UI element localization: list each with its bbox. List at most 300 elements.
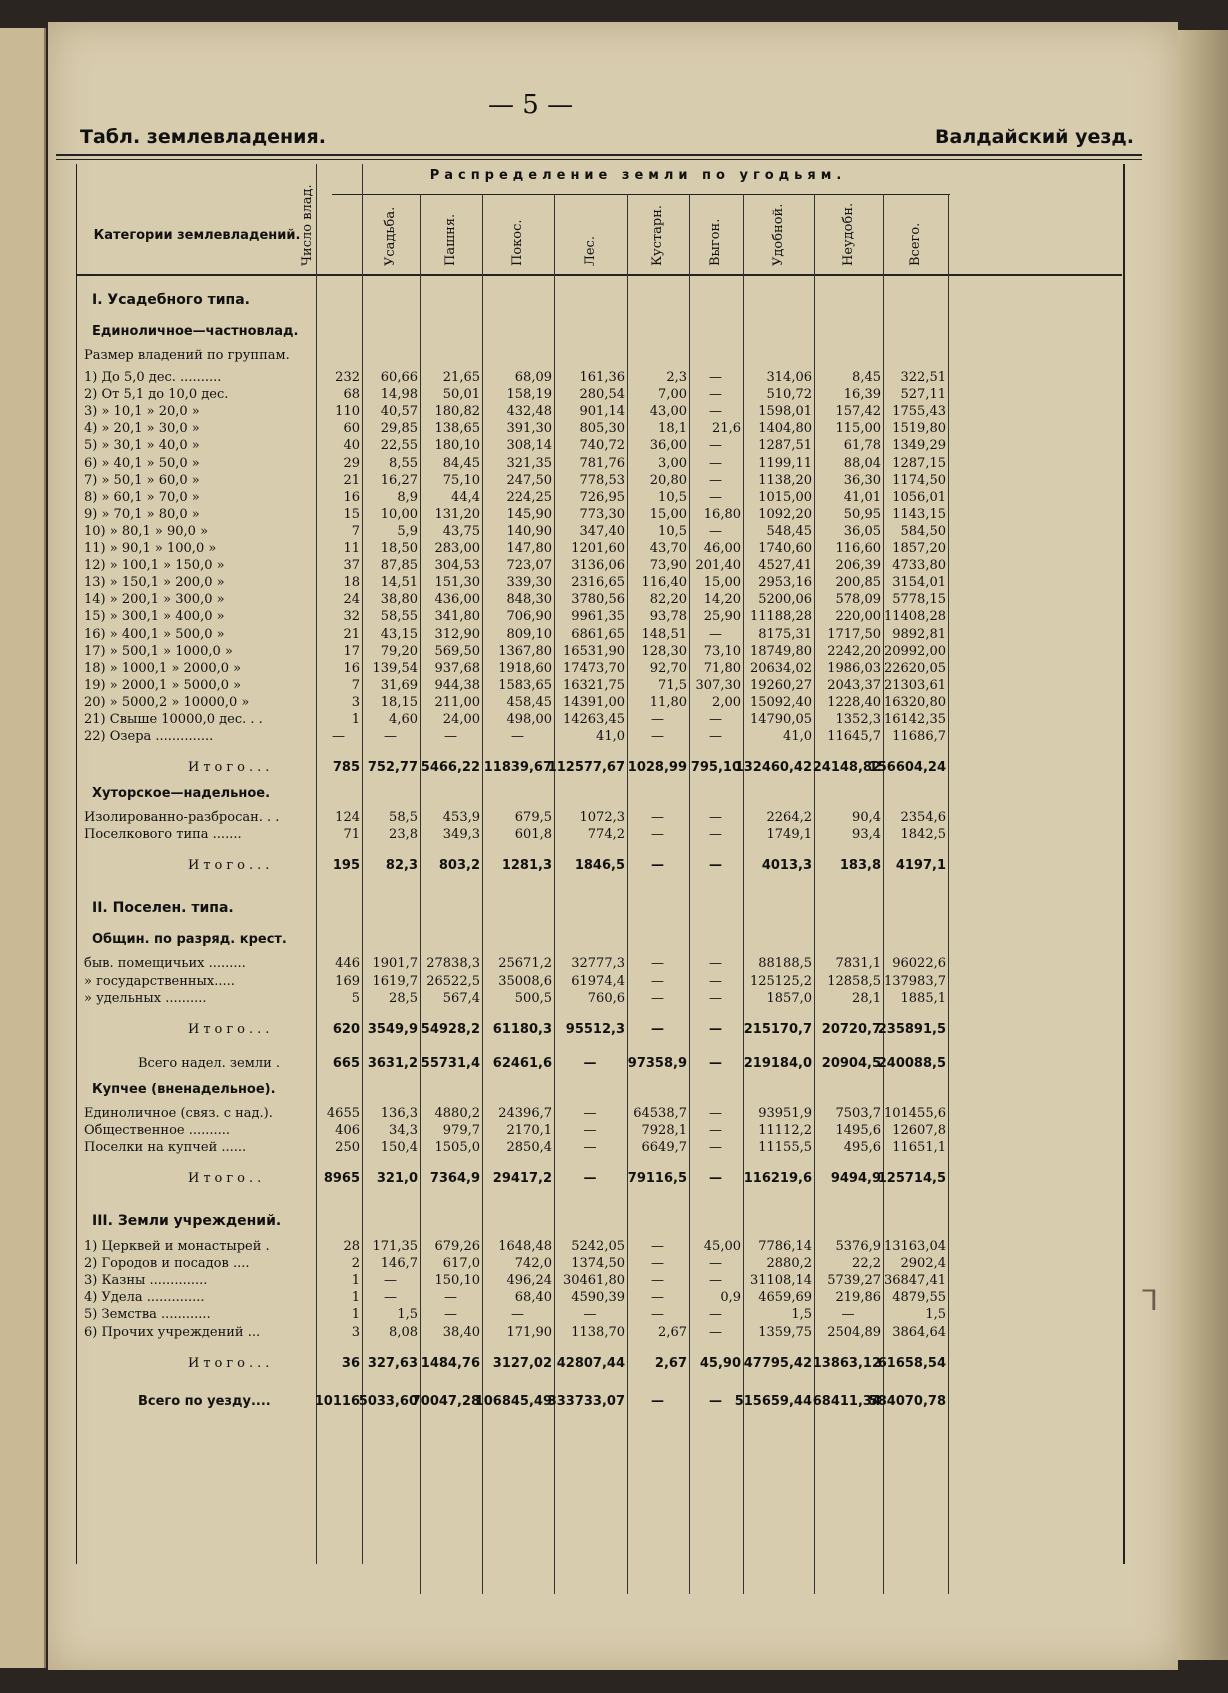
- table-cell: 1505,0: [434, 1139, 480, 1155]
- table-cell: 5466,22: [420, 760, 480, 776]
- table-cell: 2043,37: [827, 677, 881, 693]
- row-label: 14) » 200,1 » 300,0 »: [84, 592, 225, 608]
- table-row: [78, 1123, 1124, 1139]
- table-cell: —: [709, 489, 722, 505]
- table-cell: 150,10: [434, 1273, 480, 1289]
- document-page: [48, 22, 1178, 1670]
- table-cell: 68,40: [514, 1290, 552, 1306]
- count-column-header: Число влад.: [300, 184, 315, 266]
- table-cell: 4197,1: [895, 858, 946, 874]
- table-cell: 21: [343, 626, 360, 642]
- table-cell: 84,45: [442, 455, 480, 471]
- table-cell: 29: [343, 455, 360, 471]
- table-row: [78, 1056, 1124, 1072]
- table-cell: 183,8: [839, 858, 881, 874]
- table-cell: 809,10: [506, 626, 552, 642]
- table-cell: 125125,2: [749, 973, 812, 989]
- table-cell: 1986,03: [827, 660, 881, 676]
- table-cell: 2880,2: [766, 1256, 812, 1272]
- table-cell: 11839,67: [483, 760, 552, 776]
- table-row: [78, 712, 1124, 728]
- table-cell: 3780,56: [571, 592, 625, 608]
- table-cell: 41,01: [843, 489, 881, 505]
- table-cell: 58,55: [380, 609, 418, 625]
- table-cell: 35008,6: [498, 973, 552, 989]
- table-cell: 312,90: [434, 626, 480, 642]
- table-cell: 742,0: [514, 1256, 552, 1272]
- table-cell: 92,70: [649, 660, 687, 676]
- table-cell: 1519,80: [892, 421, 946, 437]
- table-cell: 40: [343, 438, 360, 454]
- table-cell: 47795,42: [743, 1355, 812, 1371]
- table-cell: 43,15: [380, 626, 418, 642]
- table-row: [78, 956, 1124, 972]
- table-cell: 23,8: [389, 827, 418, 843]
- table-cell: —: [651, 827, 664, 843]
- table-cell: 7364,9: [429, 1171, 480, 1186]
- table-cell: —: [709, 455, 722, 471]
- table-cell: 14,51: [380, 575, 418, 591]
- table-cell: 11188,28: [749, 609, 812, 625]
- table-cell: 1092,20: [758, 506, 812, 522]
- table-cell: 391,30: [506, 421, 552, 437]
- table-cell: 16,80: [703, 506, 741, 522]
- table-cell: 1199,11: [758, 455, 812, 471]
- table-cell: 93,78: [649, 609, 687, 625]
- table-cell: —: [709, 1055, 722, 1071]
- table-cell: 215170,7: [743, 1021, 812, 1037]
- table-cell: 136,3: [380, 1105, 418, 1121]
- table-cell: 15,00: [703, 575, 741, 591]
- table-cell: 21: [343, 472, 360, 488]
- table-cell: 82,3: [385, 858, 418, 874]
- table-cell: 61,78: [843, 438, 881, 454]
- table-cell: 341,80: [434, 609, 480, 625]
- table-cell: 169: [335, 973, 360, 989]
- distribution-divider: [332, 194, 950, 195]
- table-cell: —: [709, 1273, 722, 1289]
- table-cell: 726,95: [579, 489, 625, 505]
- table-cell: 1755,43: [892, 404, 946, 420]
- table-cell: —: [511, 729, 524, 745]
- table-cell: 50,01: [442, 387, 480, 403]
- table-cell: 16321,75: [562, 677, 625, 693]
- table-cell: 28: [343, 1239, 360, 1254]
- row-label: » государственных.....: [84, 973, 235, 989]
- row-label: 8) » 60,1 » 70,0 »: [84, 489, 200, 505]
- table-row: [78, 627, 1124, 643]
- table-row: [78, 1325, 1124, 1341]
- table-cell: 3549,9: [367, 1021, 418, 1037]
- table-cell: —: [651, 1307, 664, 1323]
- table-row: [78, 438, 1124, 454]
- table-cell: 128,30: [641, 643, 687, 659]
- table-cell: 13163,04: [883, 1239, 946, 1254]
- table-row: [78, 324, 1124, 340]
- table-cell: —: [651, 858, 664, 874]
- table-cell: 1281,3: [501, 858, 552, 874]
- table-cell: 31108,14: [749, 1273, 812, 1289]
- table-cell: 44,4: [451, 489, 480, 505]
- table-cell: 584,50: [900, 523, 946, 539]
- table-cell: —: [709, 1171, 722, 1186]
- table-cell: 11645,7: [827, 729, 881, 745]
- table-cell: 101455,6: [883, 1105, 946, 1121]
- table-cell: 138,65: [434, 421, 480, 437]
- table-row: [78, 558, 1124, 574]
- table-cell: 1648,48: [498, 1239, 552, 1254]
- table-cell: 12858,5: [827, 973, 881, 989]
- table-cell: 16: [343, 660, 360, 676]
- table-cell: 97358,9: [627, 1055, 687, 1071]
- table-cell: 50,95: [843, 506, 881, 522]
- table-cell: 4880,2: [434, 1105, 480, 1121]
- table-cell: 5778,15: [892, 592, 946, 608]
- table-cell: 1367,80: [498, 643, 552, 659]
- table-row: [78, 507, 1124, 523]
- table-cell: 495,6: [843, 1139, 881, 1155]
- table-cell: 937,68: [434, 660, 480, 676]
- table-cell: —: [444, 1307, 457, 1323]
- table-cell: 16: [343, 489, 360, 505]
- table-cell: 4659,69: [758, 1290, 812, 1306]
- table-cell: 8,55: [389, 455, 418, 471]
- table-cell: —: [651, 1290, 664, 1306]
- table-cell: 527,11: [900, 387, 946, 403]
- table-cell: 145,90: [506, 506, 552, 522]
- table-cell: 16320,80: [883, 694, 946, 710]
- table-cell: —: [651, 729, 664, 745]
- table-cell: 17: [343, 643, 360, 659]
- table-cell: 10,5: [658, 489, 687, 505]
- table-row: [78, 1273, 1124, 1289]
- row-label: Изолированно-разбросан. . .: [84, 810, 280, 826]
- table-cell: 36,05: [843, 523, 881, 539]
- table-cell: 32: [343, 609, 360, 625]
- table-row: [78, 1022, 1124, 1038]
- table-cell: —: [709, 370, 722, 385]
- table-cell: 1: [351, 1273, 360, 1289]
- row-label: 9) » 70,1 » 80,0 »: [84, 506, 200, 522]
- table-cell: 219,86: [835, 1290, 881, 1306]
- table-cell: —: [444, 1290, 457, 1306]
- table-cell: 1717,50: [827, 626, 881, 642]
- table-cell: 1857,0: [766, 990, 812, 1006]
- table-cell: —: [709, 858, 722, 874]
- table-cell: 247,50: [506, 472, 552, 488]
- table-cell: 36,30: [843, 472, 881, 488]
- table-cell: 30461,80: [562, 1273, 625, 1289]
- table-row: [78, 1307, 1124, 1323]
- table-cell: 29,85: [380, 421, 418, 437]
- row-label: 22) Озера ..............: [84, 729, 214, 745]
- table-cell: 1143,15: [892, 506, 946, 522]
- table-row: [78, 370, 1124, 386]
- table-row: [78, 575, 1124, 591]
- table-cell: 24: [343, 592, 360, 608]
- table-row: [78, 974, 1124, 990]
- table-cell: 43,70: [649, 541, 687, 556]
- table-cell: 11408,28: [883, 609, 946, 625]
- table-cell: 510,72: [766, 387, 812, 403]
- table-cell: 6649,7: [641, 1139, 687, 1155]
- table-cell: 79,20: [380, 643, 418, 659]
- table-cell: 3631,2: [367, 1055, 418, 1071]
- row-label: 17) » 500,1 » 1000,0 »: [84, 643, 233, 659]
- table-cell: 220,00: [835, 609, 881, 625]
- table-cell: 458,45: [506, 694, 552, 710]
- table-cell: —: [583, 1105, 597, 1121]
- table-cell: 87,85: [380, 558, 418, 574]
- table-cell: 496,24: [506, 1273, 552, 1289]
- table-cell: —: [709, 1307, 722, 1323]
- row-label: Итого...: [188, 1021, 274, 1037]
- row-label: 10) » 80,1 » 90,0 »: [84, 523, 209, 539]
- table-row: [78, 695, 1124, 711]
- table-cell: 137983,7: [883, 973, 946, 989]
- table-cell: 944,38: [434, 677, 480, 693]
- table-cell: 333733,07: [547, 1393, 625, 1409]
- table-cell: 406: [335, 1122, 360, 1138]
- table-cell: 235891,5: [877, 1021, 946, 1037]
- table-cell: 180,10: [434, 438, 480, 454]
- table-cell: 3: [351, 694, 360, 710]
- table-cell: —: [709, 973, 722, 989]
- row-label: 1) До 5,0 дес. ..........: [84, 370, 222, 385]
- table-cell: 1374,50: [571, 1256, 625, 1272]
- table-cell: 322,51: [900, 370, 946, 385]
- table-cell: 500,5: [514, 990, 552, 1006]
- table-cell: 93951,9: [758, 1105, 812, 1121]
- table-cell: 4527,41: [758, 558, 812, 574]
- table-cell: 132460,42: [734, 760, 812, 776]
- table-cell: —: [709, 827, 722, 843]
- table-cell: —: [709, 1324, 722, 1340]
- table-row: [78, 404, 1124, 420]
- table-cell: 1749,1: [766, 827, 812, 843]
- table-cell: 96022,6: [892, 956, 946, 972]
- table-cell: 1352,3: [835, 712, 881, 727]
- table-cell: —: [583, 1139, 597, 1155]
- table-cell: 1287,15: [892, 455, 946, 471]
- table-cell: 979,7: [442, 1122, 480, 1138]
- table-row: [78, 541, 1124, 557]
- table-row: [78, 827, 1124, 843]
- table-cell: 3,00: [658, 455, 687, 471]
- table-cell: 7503,7: [835, 1105, 881, 1121]
- row-label: Единоличное (связ. с над.).: [84, 1105, 273, 1121]
- table-cell: —: [651, 712, 664, 727]
- row-label: 11) » 90,1 » 100,0 »: [84, 541, 217, 556]
- table-row: [78, 490, 1124, 506]
- row-label: 21) Свыше 10000,0 дес. . .: [84, 712, 263, 727]
- table-cell: 2850,4: [506, 1139, 552, 1155]
- table-cell: 171,35: [372, 1239, 418, 1254]
- row-label: » удельных ..........: [84, 990, 207, 1006]
- table-cell: 21,65: [442, 370, 480, 385]
- table-row: [78, 858, 1124, 874]
- table-cell: —: [384, 729, 397, 745]
- table-cell: 158,19: [506, 387, 552, 403]
- table-cell: 224,25: [506, 489, 552, 505]
- table-row: [78, 1082, 1124, 1098]
- row-label: 4) » 20,1 » 30,0 »: [84, 421, 200, 437]
- row-label: быв. помещичьих .........: [84, 956, 246, 972]
- margin-mark: ᒣ: [1140, 1284, 1158, 1317]
- table-cell: 5242,05: [571, 1239, 625, 1254]
- table-cell: 88188,5: [758, 956, 812, 972]
- table-cell: 42807,44: [556, 1355, 625, 1371]
- column-header-7: Удобной.: [770, 203, 786, 266]
- table-cell: 314,06: [766, 370, 812, 385]
- table-cell: 14391,00: [562, 694, 625, 710]
- table-cell: 10116: [314, 1393, 360, 1409]
- table-cell: 752,77: [367, 760, 418, 776]
- table-cell: 7: [351, 677, 360, 693]
- table-cell: 1842,5: [900, 827, 946, 843]
- table-cell: 93,4: [852, 827, 881, 843]
- table-cell: 515659,44: [734, 1393, 812, 1409]
- table-cell: —: [709, 810, 722, 826]
- table-row: [78, 786, 1124, 802]
- table-cell: 848,30: [506, 592, 552, 608]
- table-cell: 773,30: [579, 506, 625, 522]
- table-row: [78, 473, 1124, 489]
- table-cell: 95512,3: [565, 1021, 625, 1037]
- table-cell: 41,0: [596, 729, 625, 745]
- table-cell: 5739,27: [827, 1273, 881, 1289]
- table-cell: 679,26: [434, 1239, 480, 1254]
- table-cell: 28,5: [389, 990, 418, 1006]
- table-cell: 180,82: [434, 404, 480, 420]
- table-cell: 7: [351, 523, 360, 539]
- table-cell: —: [709, 1122, 722, 1138]
- row-label: Итого..: [188, 1171, 266, 1186]
- table-cell: 1359,75: [758, 1324, 812, 1340]
- table-row: [78, 1394, 1124, 1410]
- table-cell: 3154,01: [892, 575, 946, 591]
- table-cell: 1,5: [791, 1307, 812, 1323]
- table-cell: 3127,02: [492, 1355, 552, 1371]
- table-cell: 11155,5: [758, 1139, 812, 1155]
- table-cell: 304,53: [434, 558, 480, 574]
- table-cell: 106845,49: [474, 1393, 552, 1409]
- table-row: [78, 1256, 1124, 1272]
- table-cell: 131,20: [434, 506, 480, 522]
- table-cell: 1619,7: [372, 973, 418, 989]
- table-cell: 5: [351, 990, 360, 1006]
- table-cell: 2: [351, 1256, 360, 1272]
- table-cell: 5,9: [397, 523, 418, 539]
- table-row: [78, 661, 1124, 677]
- table-cell: 4,60: [389, 712, 418, 727]
- table-cell: —: [709, 712, 722, 727]
- table-cell: 139,54: [372, 660, 418, 676]
- table-cell: 79116,5: [627, 1171, 687, 1186]
- table-row: [78, 760, 1124, 776]
- table-cell: 156604,24: [868, 760, 946, 776]
- table-cell: 16531,90: [562, 643, 625, 659]
- table-row: [78, 810, 1124, 826]
- table-row: [78, 456, 1124, 472]
- row-label: 2) Городов и посадов ....: [84, 1256, 250, 1272]
- table-cell: —: [841, 1307, 855, 1323]
- table-cell: 232: [335, 370, 360, 385]
- table-cell: 1846,5: [574, 858, 625, 874]
- table-cell: —: [651, 990, 664, 1006]
- table-cell: 38,40: [442, 1324, 480, 1340]
- table-cell: 40,57: [380, 404, 418, 420]
- table-cell: 16,39: [843, 387, 881, 403]
- row-label: Хуторское—надельное.: [92, 786, 271, 802]
- row-label: Итого...: [188, 858, 274, 874]
- table-row: [78, 1356, 1124, 1372]
- table-cell: 150,4: [380, 1139, 418, 1155]
- category-column-header: Категории землевладений.: [93, 228, 301, 243]
- table-cell: 16142,35: [883, 712, 946, 727]
- table-cell: 1918,60: [498, 660, 552, 676]
- table-cell: 38,80: [380, 592, 418, 608]
- table-cell: 26522,5: [426, 973, 480, 989]
- table-cell: —: [709, 729, 722, 745]
- table-cell: 20,80: [649, 472, 687, 488]
- table-cell: 578,09: [835, 592, 881, 608]
- row-label: 5) Земства ............: [84, 1307, 211, 1323]
- table-cell: 2316,65: [571, 575, 625, 591]
- table-cell: 901,14: [579, 404, 625, 420]
- table-cell: 20992,00: [883, 643, 946, 659]
- table-cell: —: [511, 1307, 524, 1323]
- table-cell: 1,5: [925, 1307, 946, 1323]
- table-cell: 3136,06: [571, 558, 625, 574]
- table-cell: 2,00: [712, 694, 741, 710]
- table-row: [78, 592, 1124, 608]
- table-cell: 82,20: [649, 592, 687, 608]
- column-header-3: Покос.: [510, 219, 525, 266]
- table-cell: 36: [341, 1355, 360, 1371]
- row-label: 20) » 5000,2 » 10000,0 »: [84, 694, 250, 710]
- table-cell: 6861,65: [571, 626, 625, 642]
- table-cell: 8175,31: [758, 626, 812, 642]
- row-label: Размер владений по группам.: [84, 348, 290, 363]
- table-cell: 5200,06: [758, 592, 812, 608]
- table-cell: 62461,6: [492, 1055, 552, 1071]
- table-cell: 2504,89: [827, 1324, 881, 1340]
- table-row: [78, 644, 1124, 660]
- row-label: 3) » 10,1 » 20,0 »: [84, 404, 200, 420]
- table-cell: 774,2: [587, 827, 625, 843]
- table-cell: 3: [351, 1324, 360, 1340]
- row-label: Поселки на купчей ......: [84, 1139, 247, 1155]
- table-cell: 14263,45: [562, 712, 625, 727]
- table-cell: 161,36: [579, 370, 625, 385]
- table-row: [78, 421, 1124, 437]
- table-row: [78, 900, 1124, 916]
- row-label: Итого...: [188, 760, 274, 776]
- table-cell: 339,30: [506, 575, 552, 591]
- table-cell: 147,80: [506, 541, 552, 556]
- page-stack-edge: [1172, 30, 1228, 1660]
- table-cell: 7786,14: [758, 1239, 812, 1254]
- row-label: Всего надел. земли .: [138, 1055, 281, 1071]
- table-cell: 11: [343, 541, 360, 556]
- table-cell: 805,30: [579, 421, 625, 437]
- table-cell: 349,3: [442, 827, 480, 843]
- table-row: [78, 1290, 1124, 1306]
- table-cell: 1,5: [397, 1307, 418, 1323]
- table-cell: 2242,20: [827, 643, 881, 659]
- table-row: [78, 729, 1124, 745]
